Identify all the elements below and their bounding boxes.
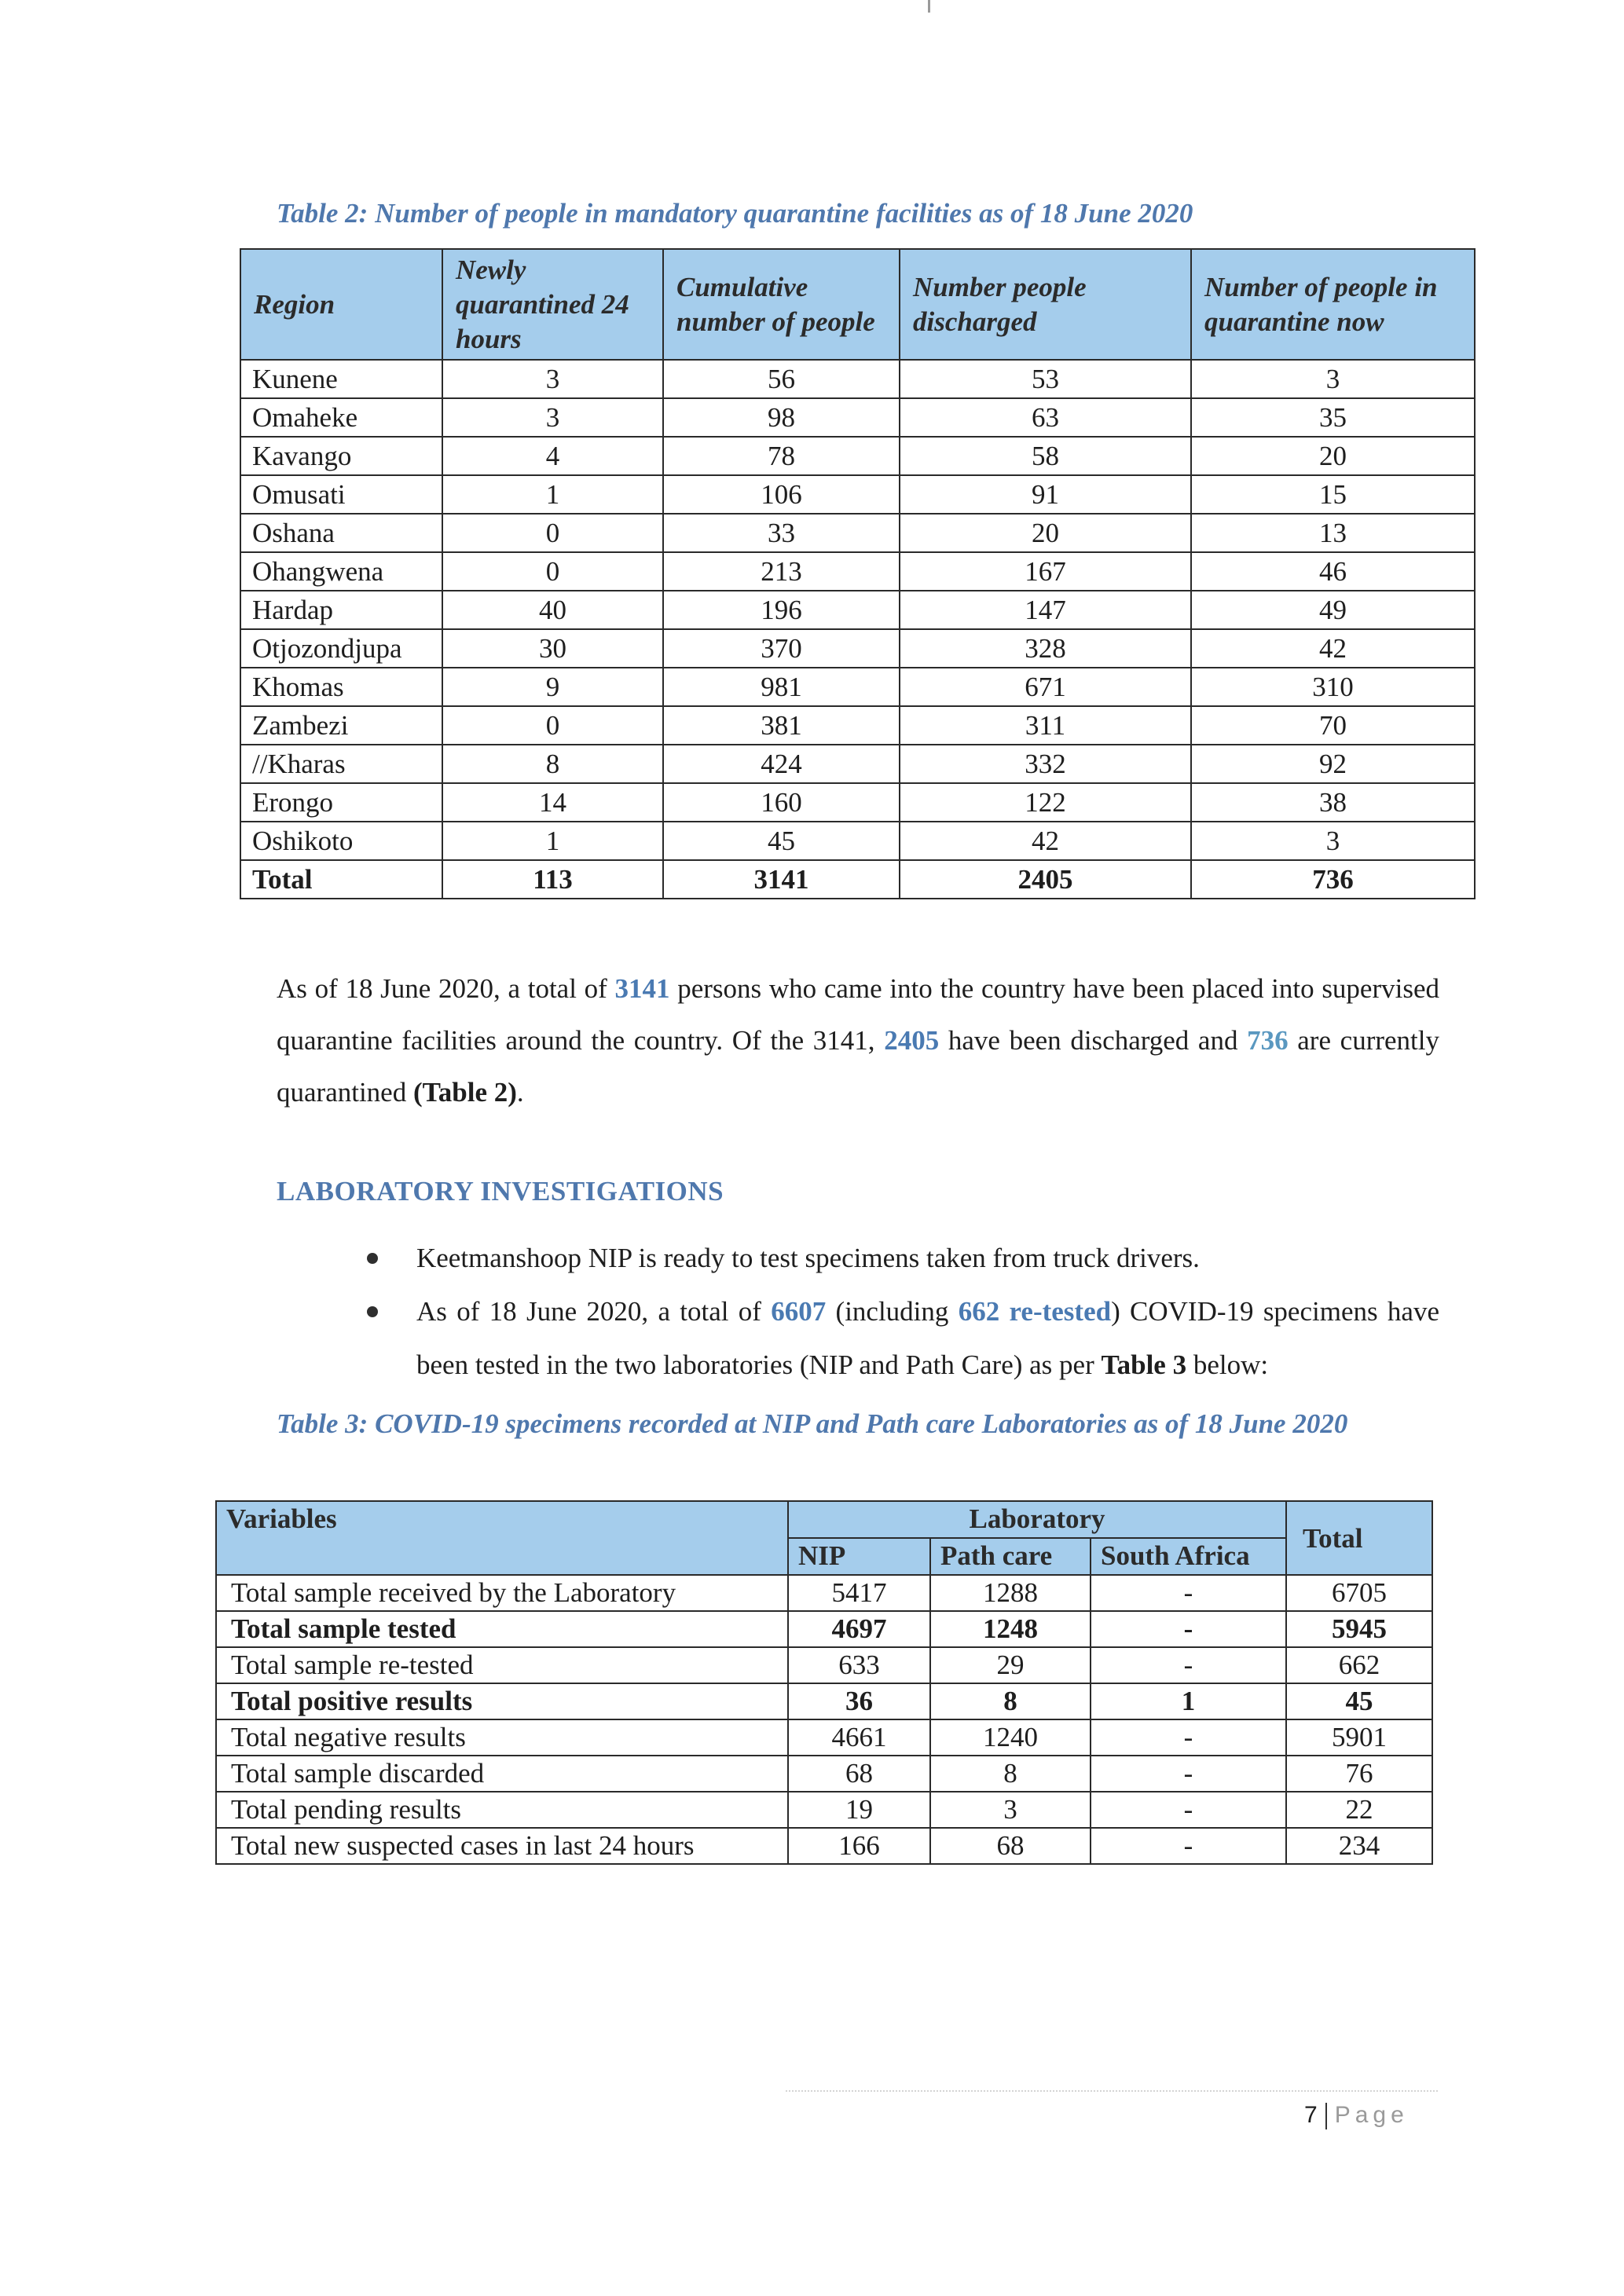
column-header-newly-quarantined: Newly quarantined 24 hours [442,249,663,360]
table-row [216,1611,1432,1647]
value-cell: 2405 [900,860,1191,899]
region-cell: Kavango [240,437,442,475]
quarantine-summary-paragraph [277,963,1439,1119]
column-header-discharged: Number people discharged [900,249,1191,360]
value-cell: 38 [1191,783,1475,822]
text: As of 18 June 2020, a total of [277,973,615,1004]
value-cell: 3 [442,360,663,398]
table-row [240,591,1475,629]
value-cell: 4 [442,437,663,475]
value-cell: 9 [442,668,663,706]
value-cell: 196 [663,591,900,629]
table-header-row [240,249,1475,360]
total-tested-value: 6607 [771,1296,827,1327]
table-row [240,706,1475,745]
discharged-value: 2405 [884,1025,940,1056]
value-cell: - [1091,1575,1286,1611]
value-cell: 0 [442,514,663,552]
value-cell: 981 [663,668,900,706]
value-cell: 1288 [930,1575,1091,1611]
text: below: [1186,1349,1269,1380]
value-cell: 19 [788,1792,930,1828]
value-cell: - [1091,1792,1286,1828]
value-cell: 15 [1191,475,1475,514]
value-cell: 3 [1191,822,1475,860]
text: have been discharged and [939,1025,1248,1056]
value-cell: 166 [788,1828,930,1864]
page-footer [1304,2102,1409,2129]
region-cell: Khomas [240,668,442,706]
value-cell: 92 [1191,745,1475,783]
column-header-variables: Variables [216,1501,788,1575]
region-cell: Total [240,860,442,899]
region-cell: Ohangwena [240,552,442,591]
value-cell: 42 [1191,629,1475,668]
table-row [216,1647,1432,1683]
value-cell: 167 [900,552,1191,591]
region-cell: Omaheke [240,398,442,437]
quarantine-table [240,248,1476,899]
value-cell: 1 [442,822,663,860]
value-cell: 53 [900,360,1191,398]
text: As of 18 June 2020, a total of [416,1296,772,1327]
column-header-laboratory: Laboratory [788,1501,1286,1538]
text: (including [826,1296,959,1327]
region-cell: Otjozondjupa [240,629,442,668]
value-cell: 671 [900,668,1191,706]
section-heading: LABORATORY INVESTIGATIONS [277,1176,724,1207]
value-cell: 3 [930,1792,1091,1828]
footer-separator [1325,2103,1327,2129]
value-cell: 311 [900,706,1191,745]
table-row [240,822,1475,860]
value-cell: 20 [900,514,1191,552]
lab-bullet-list [277,1232,1439,1392]
value-cell: 8 [442,745,663,783]
bullet-icon [367,1253,378,1264]
value-cell: 106 [663,475,900,514]
value-cell: 46 [1191,552,1475,591]
table-row [216,1575,1432,1611]
text: persons who came into the country have been placed into supervised quarantine facilities around the country. Of the 3141, [277,973,1440,1056]
column-header-south-africa: South Africa [1091,1538,1286,1575]
value-cell: 45 [1286,1683,1432,1719]
value-cell: - [1091,1611,1286,1647]
text: ) COVID-19 specimens have been tested in the two laboratories (NIP and Path Care) as per [416,1296,1439,1380]
value-cell: 1248 [930,1611,1091,1647]
region-cell: //Kharas [240,745,442,783]
variable-cell: Total positive results [216,1683,788,1719]
bullet-text: Keetmanshoop NIP is ready to test specimens taken from truck drivers. [416,1243,1200,1273]
table-row [216,1756,1432,1792]
region-cell: Oshana [240,514,442,552]
value-cell: 58 [900,437,1191,475]
value-cell: 98 [663,398,900,437]
value-cell: 45 [663,822,900,860]
table-row [240,398,1475,437]
value-cell: 91 [900,475,1191,514]
scan-artifact [928,0,930,13]
table-row [240,552,1475,591]
value-cell: 29 [930,1647,1091,1683]
table-row [216,1719,1432,1756]
value-cell: - [1091,1828,1286,1864]
region-cell: Hardap [240,591,442,629]
value-cell: 332 [900,745,1191,783]
region-cell: Oshikoto [240,822,442,860]
value-cell: 6705 [1286,1575,1432,1611]
variable-cell: Total sample discarded [216,1756,788,1792]
value-cell: 78 [663,437,900,475]
variable-cell: Total negative results [216,1719,788,1756]
region-cell: Erongo [240,783,442,822]
table-row [216,1828,1432,1864]
value-cell: 0 [442,706,663,745]
table-row [240,629,1475,668]
value-cell: 147 [900,591,1191,629]
value-cell: 122 [900,783,1191,822]
value-cell: 370 [663,629,900,668]
value-cell: 40 [442,591,663,629]
value-cell: 4661 [788,1719,930,1756]
page-label: Page [1334,2102,1409,2128]
value-cell: 5901 [1286,1719,1432,1756]
list-item [277,1232,1439,1285]
column-header-total: Total [1286,1501,1432,1575]
value-cell: 70 [1191,706,1475,745]
value-cell: 68 [930,1828,1091,1864]
table-header-row [216,1501,1432,1538]
region-cell: Omusati [240,475,442,514]
value-cell: 76 [1286,1756,1432,1792]
variable-cell: Total pending results [216,1792,788,1828]
total-row [240,860,1475,899]
table-reference: Table 3 [1101,1349,1187,1380]
region-cell: Zambezi [240,706,442,745]
table-row [216,1792,1432,1828]
value-cell: 22 [1286,1792,1432,1828]
table-row [216,1683,1432,1719]
value-cell: 0 [442,552,663,591]
text: . [516,1077,524,1108]
column-header-path-care: Path care [930,1538,1091,1575]
value-cell: 56 [663,360,900,398]
variable-cell: Total sample tested [216,1611,788,1647]
value-cell: - [1091,1756,1286,1792]
value-cell: 63 [900,398,1191,437]
value-cell: 424 [663,745,900,783]
value-cell: 213 [663,552,900,591]
value-cell: 4697 [788,1611,930,1647]
table-reference: (Table 2) [412,1077,517,1108]
value-cell: 35 [1191,398,1475,437]
column-header-in-quarantine: Number of people in quarantine now [1191,249,1475,360]
value-cell: 13 [1191,514,1475,552]
value-cell: 381 [663,706,900,745]
total-placed-value: 3141 [614,973,670,1004]
value-cell: 328 [900,629,1191,668]
value-cell: 736 [1191,860,1475,899]
bullet-icon [367,1306,378,1317]
region-cell: Kunene [240,360,442,398]
page-number: 7 [1304,2102,1318,2128]
footer-divider [786,2090,1438,2092]
table-row [240,783,1475,822]
value-cell: 234 [1286,1828,1432,1864]
value-cell: 113 [442,860,663,899]
variable-cell: Total new suspected cases in last 24 hours [216,1828,788,1864]
table3-caption: Table 3: COVID-19 specimens recorded at NIP and Path care Laboratories as of 18 June 2020 [277,1408,1348,1439]
value-cell: - [1091,1719,1286,1756]
value-cell: 42 [900,822,1191,860]
list-item [277,1285,1439,1392]
value-cell: 33 [663,514,900,552]
value-cell: 3 [1191,360,1475,398]
currently-quarantined-value: 736 [1247,1025,1289,1056]
value-cell: 30 [442,629,663,668]
value-cell: 68 [788,1756,930,1792]
text: are currently quarantined [277,1025,1439,1108]
column-header-nip: NIP [788,1538,930,1575]
value-cell: 36 [788,1683,930,1719]
table-row [240,514,1475,552]
column-header-cumulative: Cumulative number of people [663,249,900,360]
table-row [240,668,1475,706]
value-cell: 633 [788,1647,930,1683]
table2-caption: Table 2: Number of people in mandatory quarantine facilities as of 18 June 2020 [277,198,1193,229]
value-cell: 1 [442,475,663,514]
column-header-region: Region [240,249,442,360]
variable-cell: Total sample re-tested [216,1647,788,1683]
value-cell: 49 [1191,591,1475,629]
value-cell: - [1091,1647,1286,1683]
value-cell: 662 [1286,1647,1432,1683]
value-cell: 160 [663,783,900,822]
table-row [240,745,1475,783]
value-cell: 8 [930,1683,1091,1719]
value-cell: 3141 [663,860,900,899]
retested-value: 662 re-tested [958,1296,1112,1327]
variable-cell: Total sample received by the Laboratory [216,1575,788,1611]
laboratory-specimens-table [215,1500,1433,1865]
value-cell: 1240 [930,1719,1091,1756]
value-cell: 5417 [788,1575,930,1611]
value-cell: 14 [442,783,663,822]
value-cell: 310 [1191,668,1475,706]
value-cell: 20 [1191,437,1475,475]
value-cell: 5945 [1286,1611,1432,1647]
table-row [240,437,1475,475]
value-cell: 1 [1091,1683,1286,1719]
value-cell: 3 [442,398,663,437]
table-row [240,360,1475,398]
value-cell: 8 [930,1756,1091,1792]
table-row [240,475,1475,514]
